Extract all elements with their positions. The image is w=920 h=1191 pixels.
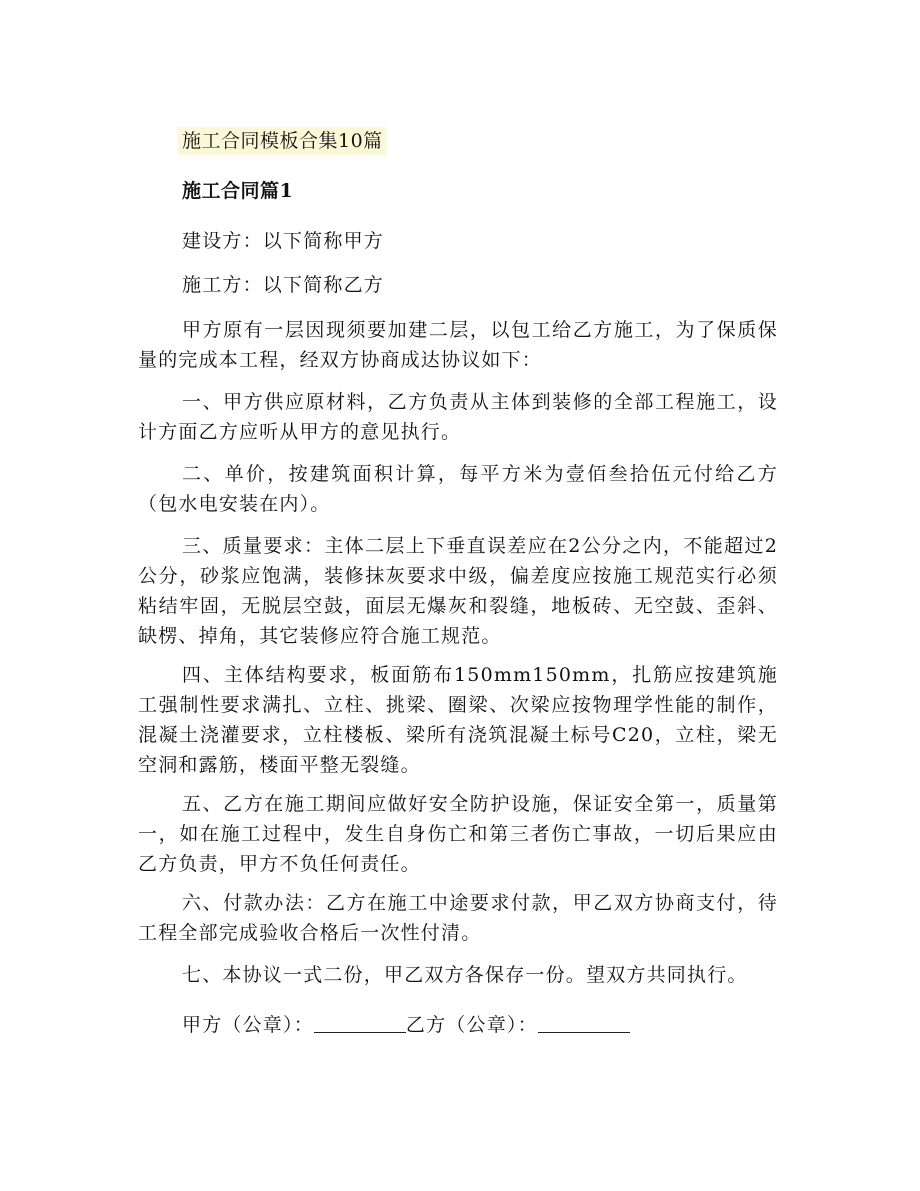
party-b-blank — [538, 1014, 630, 1033]
signature-line — [182, 1010, 630, 1040]
clause-5: 五、乙方在施工期间应做好安全防护设施，保证安全第一，质量第一，如在施工过程中，发生自身伤亡和第三者伤亡事故，一切后果应由乙方负责，甲方不负任何责任。 — [138, 793, 778, 875]
party-a-seal-label: 甲方（公章）： — [182, 1014, 314, 1036]
section-title: 施工合同篇1 — [182, 180, 294, 202]
document-title: 施工合同模板合集10篇 — [178, 127, 387, 155]
paragraph-contractor: 施工方：以下简称乙方 — [182, 274, 385, 296]
clause-4: 四、主体结构要求，板面筋布150mm150mm，扎筋应按建筑施工强制性要求满扎、立柱、挑梁、圈梁、次梁应按物理学性能的制作，混凝土浇灌要求，立柱楼板、梁所有浇筑混凝土标号C20，立柱，梁无空洞和露筋，楼面平整无裂缝。 — [138, 664, 778, 776]
clause-7: 七、本协议一式二份，甲乙双方各保存一份。望双方共同执行。 — [182, 964, 748, 986]
clause-1: 一、甲方供应原材料，乙方负责从主体到装修的全部工程施工，设计方面乙方应听从甲方的意见执行。 — [138, 391, 778, 443]
clause-3: 三、质量要求：主体二层上下垂直误差应在2公分之内，不能超过2公分，砂浆应饱满，装修抹灰要求中级，偏差度应按施工规范实行必须粘结牢固，无脱层空鼓，面层无爆灰和裂缝，地板砖、无空鼓、歪斜、缺楞、掉角，其它装修应符合施工规范。 — [138, 535, 778, 647]
party-b-seal-label: 乙方（公章）： — [405, 1014, 538, 1036]
party-a-blank — [314, 1014, 406, 1033]
clause-2: 二、单价，按建筑面积计算，每平方米为壹佰叁拾伍元付给乙方（包水电安装在内）。 — [138, 463, 778, 515]
paragraph-intro: 甲方原有一层因现须要加建二层，以包工给乙方施工，为了保质保量的完成本工程，经双方协商成达协议如下： — [138, 319, 778, 371]
paragraph-client: 建设方：以下简称甲方 — [182, 230, 385, 252]
clause-6: 六、付款办法：乙方在施工中途要求付款，甲乙双方协商支付，待工程全部完成验收合格后一次性付清。 — [138, 892, 778, 944]
